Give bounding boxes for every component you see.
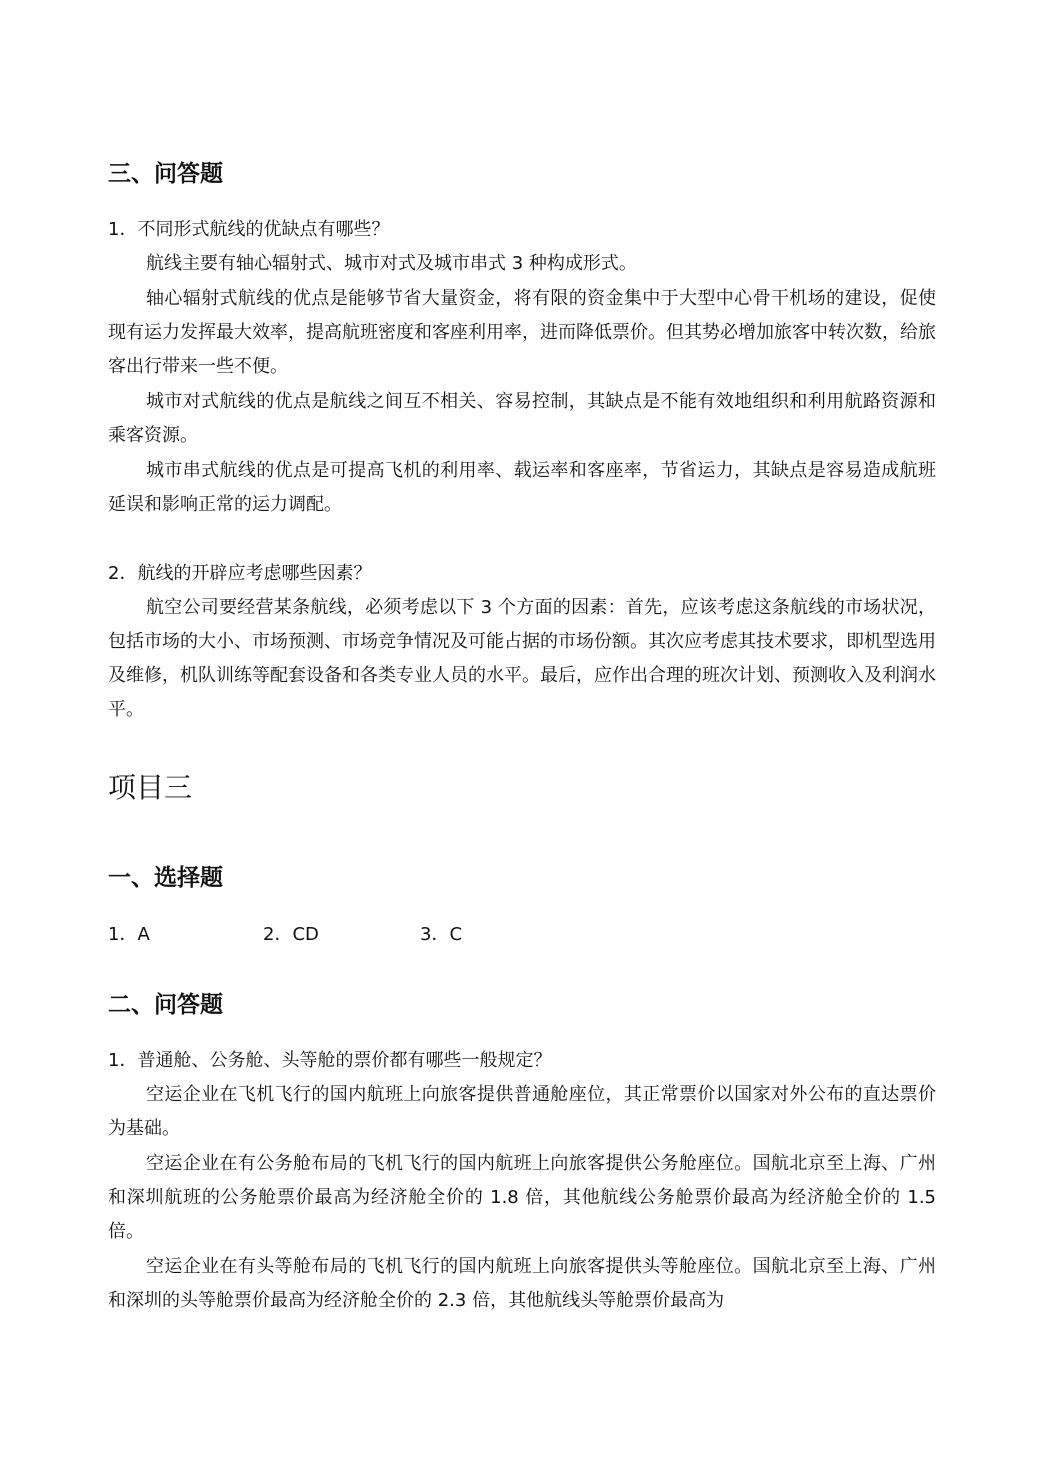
question-2: 2．航线的开辟应考虑哪些因素？ (108, 563, 372, 584)
section-heading-qa-2: 二、问答题 (108, 992, 223, 1018)
section-heading-choice: 一、选择题 (108, 865, 223, 891)
answer-paragraph: 轴心辐射式航线的优点是能够节省大量资金，将有限的资金集中于大型中心骨干机场的建设，促使现有运力发挥最大效率，提高航班密度和客座利用率，进而降低票价。但其势必增加旅客中转次数，给旅客出行带来一些不便。 (108, 288, 936, 377)
answer-paragraph: 城市对式航线的优点是航线之间互不相关、容易控制，其缺点是不能有效地组织和利用航路资源和乘客资源。 (108, 391, 936, 446)
answer-paragraph: 空运企业在有公务舱布局的飞机飞行的国内航班上向旅客提供公务舱座位。国航北京至上海、广州和深圳航班的公务舱票价最高为经济舱全价的 1.8 倍，其他航线公务舱票价最高为经济舱全价的 1.5 倍。 (108, 1153, 936, 1242)
answer-paragraph: 空运企业在飞机飞行的国内航班上向旅客提供普通舱座位，其正常票价以国家对外公布的直达票价为基础。 (108, 1084, 936, 1139)
answer-paragraph: 航空公司要经营某条航线，必须考虑以下 3 个方面的因素：首先，应该考虑这条航线的市场状况，包括市场的大小、市场预测、市场竞争情况及可能占据的市场份额。其次应考虑其技术要求，即机型选用及维修，机队训练等配套设备和各类专业人员的水平。最后，应作出合理的班次计划、预测收入及利润水平。 (108, 597, 936, 720)
answer-paragraph: 空运企业在有头等舱布局的飞机飞行的国内航班上向旅客提供头等舱座位。国航北京至上海、广州和深圳的头等舱票价最高为经济舱全价的 2.3 倍，其他航线头等舱票价最高为 (108, 1256, 936, 1311)
question-1: 1．不同形式航线的优缺点有哪些？ (108, 219, 390, 240)
project-title: 项目三 (108, 771, 193, 804)
choice-answer-3: 3．C (420, 924, 463, 945)
section-heading-qa: 三、问答题 (108, 161, 223, 187)
answer-paragraph: 城市串式航线的优点是可提高飞机的利用率、载运率和客座率，节省运力，其缺点是容易造成航班延误和影响正常的运力调配。 (108, 460, 936, 515)
choice-answers (108, 922, 608, 948)
question-1-fares: 1．普通舱、公务舱、头等舱的票价都有哪些一般规定？ (108, 1050, 552, 1071)
choice-answer-1: 1．A (108, 924, 150, 945)
choice-answer-2: 2．CD (263, 924, 319, 945)
answer-paragraph: 航线主要有轴心辐射式、城市对式及城市串式 3 种构成形式。 (146, 253, 637, 274)
